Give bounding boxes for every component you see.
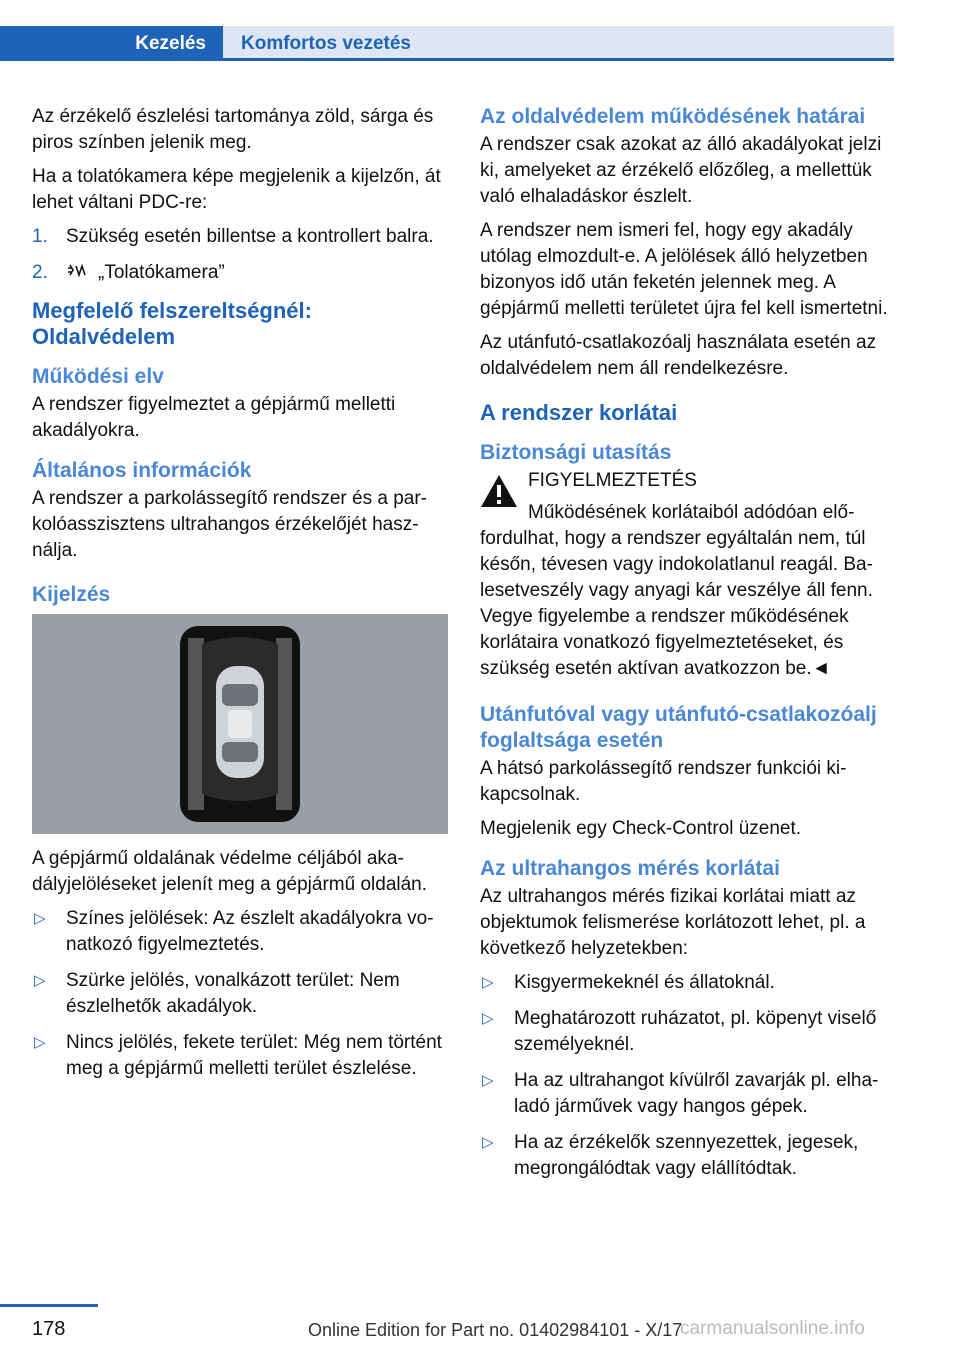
paragraph: A gépjármű oldalának védelme céljából akadályjelöléseket jelenít meg a gépjármű oldalán. <box>32 848 428 895</box>
paragraph: A rendszer csak azokat az álló akadályokat jelzi ki, amelyeket az érzékelő előzőleg, a mellettük való elhaladáskor észlelt. <box>480 134 882 207</box>
bullet-text: Meghatározott ruházatot, pl. köpenyt viselő személyeknél. <box>514 1008 877 1055</box>
paragraph: Az ultrahangos mérés fizikai korlátai miatt az objektumok felismerése korlátozott lehet, pl. a következő helyzetekben: <box>480 886 866 959</box>
triangle-bullet-icon: ▷ <box>34 1034 46 1051</box>
section-heading: A rendszer korlátai <box>480 400 678 425</box>
paragraph: A rendszer nem ismeri fel, hogy egy akadály utólag elmozdult-e. A jelölések álló helyzetben bizonyos idő után feketén jelennek meg. A gépjármű melletti területet újra fel kell ismertetni. <box>480 220 888 319</box>
left-column <box>32 104 450 1092</box>
warning-block <box>480 468 898 494</box>
paragraph: Ha a tolatókamera képe megjelenik a kijelzőn, át lehet váltani PDC-re: <box>32 166 441 213</box>
edition-text: Online Edition for Part no. 01402984101 - X/17 <box>308 1320 683 1340</box>
step-text: „Tolatókamera” <box>98 262 225 283</box>
subsection-heading: Az ultrahangos mérés korlátai <box>480 857 780 880</box>
list-item <box>480 1006 898 1058</box>
paragraph: A rendszer a parkolássegítő rendszer és a parkolóasszisztens ultrahangos érzékelőjét használja. <box>32 488 427 561</box>
triangle-bullet-icon: ▷ <box>34 972 46 989</box>
section-heading: Megfelelő felszereltségnél: Oldalvédelem <box>32 298 312 349</box>
subsection-heading: Működési elv <box>32 365 164 388</box>
paragraph: A hátsó parkolássegítő rendszer funkciói kikapcsolnak. <box>480 758 847 805</box>
bullet-text: Színes jelölések: Az észlelt akadályokra vonatkozó figyelmeztetés. <box>66 908 434 955</box>
car-top-view-illustration <box>32 614 448 834</box>
step-text: Szükség esetén billentse a kontrollert balra. <box>66 226 434 247</box>
right-column <box>480 104 898 1192</box>
bullet-list <box>32 906 450 1082</box>
subsection-heading: Általános információk <box>32 459 252 482</box>
subsection-heading: Az oldalvédelem működésének határai <box>480 105 866 128</box>
warning-title: FIGYELMEZTETÉS <box>528 470 697 491</box>
paragraph: Az utánfutó-csatlakozóalj használata esetén az oldalvédelem nem áll rendelkezésre. <box>480 332 877 379</box>
watermark: carmanualsonline.info <box>680 1318 865 1339</box>
bullet-text: Ha az ultrahangot kívülről zavarják pl. elhaladó járművek vagy hangos gépek. <box>514 1070 879 1117</box>
bullet-text: Szürke jelölés, vonalkázott terület: Nem észlelhetők akadályok. <box>66 970 400 1017</box>
list-item <box>32 260 450 286</box>
footer-rule <box>0 1304 98 1307</box>
subsection-heading: Utánfutóval vagy utánfutó-csatlakozóalj foglaltsága esetén <box>480 703 877 752</box>
side-protection-display-image <box>32 614 448 834</box>
warning-text: Működésének korlátaiból adódóan előfordulhat, hogy a rendszer egyáltalán nem, túl későn, tévesen vagy indokolatlanul reagál. Balesetveszély vagy anyagi kár veszélye áll fenn. Vegye figyelembe a rendszer működésének korlátaira vonatkozó figyelmeztetéseket, és szükség esetén aktívan avatkozzon be.◄ <box>480 502 873 679</box>
triangle-bullet-icon: ▷ <box>482 1134 494 1151</box>
list-item <box>480 970 898 996</box>
bullet-text: Ha az érzékelők szennyezettek, jegesek, megrongálódtak vagy elállítódtak. <box>514 1132 859 1179</box>
triangle-bullet-icon: ▷ <box>34 910 46 927</box>
step-number: 1. <box>32 226 48 247</box>
tab-komfortos-vezetes[interactable]: Komfortos vezetés <box>241 33 411 54</box>
subsection-heading: Kijelzés <box>32 583 111 606</box>
list-item <box>480 1130 898 1182</box>
list-item <box>32 1030 450 1082</box>
warning-triangle-icon <box>480 474 518 508</box>
list-item <box>32 968 450 1020</box>
paragraph: Az érzékelő észlelési tartománya zöld, sárga és piros színben jelenik meg. <box>32 106 434 153</box>
step-number: 2. <box>32 262 48 283</box>
subsection-heading: Biztonsági utasítás <box>480 441 672 464</box>
triangle-bullet-icon: ▷ <box>482 1072 494 1089</box>
steps-list <box>32 224 450 286</box>
list-item <box>480 1068 898 1120</box>
paragraph: Megjelenik egy Check-Control üzenet. <box>480 818 802 839</box>
list-item <box>32 906 450 958</box>
triangle-bullet-icon: ▷ <box>482 974 494 991</box>
paragraph: A rendszer figyelmeztet a gépjármű melletti akadályokra. <box>32 394 396 441</box>
list-item <box>32 224 450 250</box>
bullet-text: Kisgyermekeknél és állatoknál. <box>514 972 775 993</box>
bullet-list <box>480 970 898 1182</box>
bullet-text: Nincs jelölés, fekete terület: Még nem történt meg a gépjármű melletti terület észlelése. <box>66 1032 442 1079</box>
tab-kezeles[interactable]: Kezelés <box>0 26 223 61</box>
page-number: 178 <box>32 1318 66 1340</box>
camera-icon <box>66 260 90 286</box>
triangle-bullet-icon: ▷ <box>482 1010 494 1027</box>
